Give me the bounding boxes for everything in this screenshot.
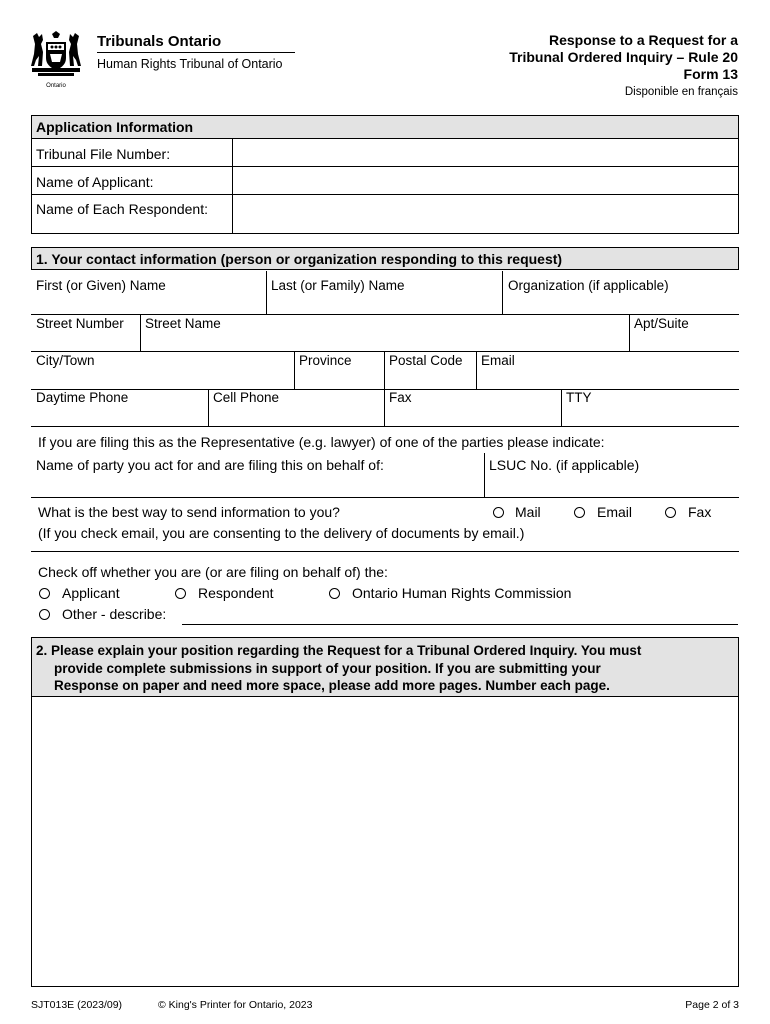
street-name-field[interactable] bbox=[141, 332, 628, 351]
email-field[interactable] bbox=[477, 369, 739, 389]
form-title-line2: Tribunal Ordered Inquiry – Rule 20 bbox=[509, 49, 738, 65]
applicant-name-field[interactable] bbox=[233, 167, 738, 194]
street-number-label: Street Number bbox=[36, 316, 124, 331]
email-option-label: Email bbox=[597, 504, 633, 520]
divider bbox=[31, 551, 739, 552]
send-method-question: What is the best way to send information to you? bbox=[38, 504, 340, 520]
organization-field[interactable] bbox=[503, 294, 739, 314]
ontario-coat-of-arms-icon bbox=[30, 30, 82, 78]
cell-phone-field[interactable] bbox=[209, 406, 383, 426]
section1-title: 1. Your contact information (person or organization responding to this request) bbox=[36, 251, 563, 267]
first-name-label: First (or Given) Name bbox=[36, 278, 166, 293]
ohrc-radio[interactable] bbox=[329, 588, 340, 599]
form-title-line1: Response to a Request for a bbox=[548, 32, 738, 48]
copyright: © King's Printer for Ontario, 2023 bbox=[158, 999, 313, 1011]
file-number-label: Tribunal File Number: bbox=[36, 146, 171, 162]
file-number-field[interactable] bbox=[233, 139, 738, 166]
cell-phone-label: Cell Phone bbox=[213, 390, 280, 405]
party-name-field[interactable] bbox=[31, 475, 483, 497]
apt-suite-label: Apt/Suite bbox=[634, 316, 689, 331]
divider bbox=[31, 351, 739, 352]
respondent-radio[interactable] bbox=[175, 588, 186, 599]
divider bbox=[31, 389, 739, 390]
party-type-question: Check off whether you are (or are filing on behalf of) the: bbox=[38, 564, 388, 580]
respondent-option-label: Respondent bbox=[198, 585, 274, 601]
tty-label: TTY bbox=[566, 390, 592, 405]
section2-line1: 2. Please explain your position regarding the Request for a Tribunal Ordered Inquiry. You must bbox=[36, 643, 642, 658]
apt-suite-field[interactable] bbox=[630, 332, 739, 351]
fax-label: Fax bbox=[389, 390, 412, 405]
postal-code-field[interactable] bbox=[385, 369, 475, 389]
section2-line3: Response on paper and need more space, please add more pages. Number each page. bbox=[54, 678, 610, 693]
city-field[interactable] bbox=[31, 369, 293, 389]
respondent-name-label: Name of Each Respondent: bbox=[36, 201, 208, 217]
section2-line2: provide complete submissions in support of your position. If you are submitting your bbox=[54, 660, 601, 676]
other-radio[interactable] bbox=[39, 609, 50, 620]
header-divider bbox=[97, 52, 295, 53]
respondent-name-field[interactable] bbox=[233, 195, 738, 233]
postal-code-label: Postal Code bbox=[389, 353, 463, 368]
email-radio[interactable] bbox=[574, 507, 585, 518]
fax-option-label: Fax bbox=[688, 504, 712, 520]
lsuc-field[interactable] bbox=[485, 475, 739, 497]
form-title-block bbox=[509, 32, 738, 83]
fax-radio[interactable] bbox=[665, 507, 676, 518]
daytime-phone-field[interactable] bbox=[31, 406, 207, 426]
divider bbox=[31, 497, 739, 498]
first-name-field[interactable] bbox=[31, 294, 265, 314]
other-describe-underline bbox=[182, 624, 738, 625]
form-code: SJT013E (2023/09) bbox=[31, 999, 123, 1011]
applicant-option-label: Applicant bbox=[62, 585, 120, 601]
mail-option-label: Mail bbox=[515, 504, 541, 520]
org-subtitle: Human Rights Tribunal of Ontario bbox=[97, 57, 283, 71]
organization-label: Organization (if applicable) bbox=[508, 278, 669, 293]
street-number-field[interactable] bbox=[31, 332, 139, 351]
lsuc-label: LSUC No. (if applicable) bbox=[489, 457, 640, 473]
form-number: Form 13 bbox=[683, 66, 738, 82]
page-number: Page 2 of 3 bbox=[685, 999, 739, 1011]
daytime-phone-label: Daytime Phone bbox=[36, 390, 129, 405]
other-option-label: Other - describe: bbox=[62, 606, 167, 622]
application-info-title: Application Information bbox=[36, 119, 194, 135]
representative-note: If you are filing this as the Representative (e.g. lawyer) of one of the parties please indicate: bbox=[38, 434, 605, 450]
ohrc-option-label: Ontario Human Rights Commission bbox=[352, 585, 572, 601]
ontario-logo bbox=[30, 30, 82, 89]
divider bbox=[31, 426, 739, 427]
province-label: Province bbox=[299, 353, 352, 368]
mail-radio[interactable] bbox=[493, 507, 504, 518]
french-note: Disponible en français bbox=[624, 86, 738, 98]
section2-instructions bbox=[36, 642, 641, 695]
party-name-label: Name of party you act for and are filing this on behalf of: bbox=[36, 457, 384, 473]
city-label: City/Town bbox=[36, 353, 95, 368]
fax-field[interactable] bbox=[385, 406, 560, 426]
applicant-radio[interactable] bbox=[39, 588, 50, 599]
logo-caption: Ontario bbox=[46, 83, 66, 89]
street-name-label: Street Name bbox=[145, 316, 221, 331]
email-label: Email bbox=[481, 353, 515, 368]
org-name: Tribunals Ontario bbox=[97, 33, 222, 50]
position-explanation-field[interactable] bbox=[31, 696, 739, 987]
divider bbox=[31, 314, 739, 315]
last-name-field[interactable] bbox=[267, 294, 501, 314]
email-consent-note: (If you check email, you are consenting to the delivery of documents by email.) bbox=[38, 525, 525, 541]
last-name-label: Last (or Family) Name bbox=[271, 278, 405, 293]
applicant-name-label: Name of Applicant: bbox=[36, 174, 154, 190]
other-describe-field[interactable] bbox=[182, 604, 738, 624]
province-field[interactable] bbox=[295, 369, 383, 389]
tty-field[interactable] bbox=[562, 406, 739, 426]
